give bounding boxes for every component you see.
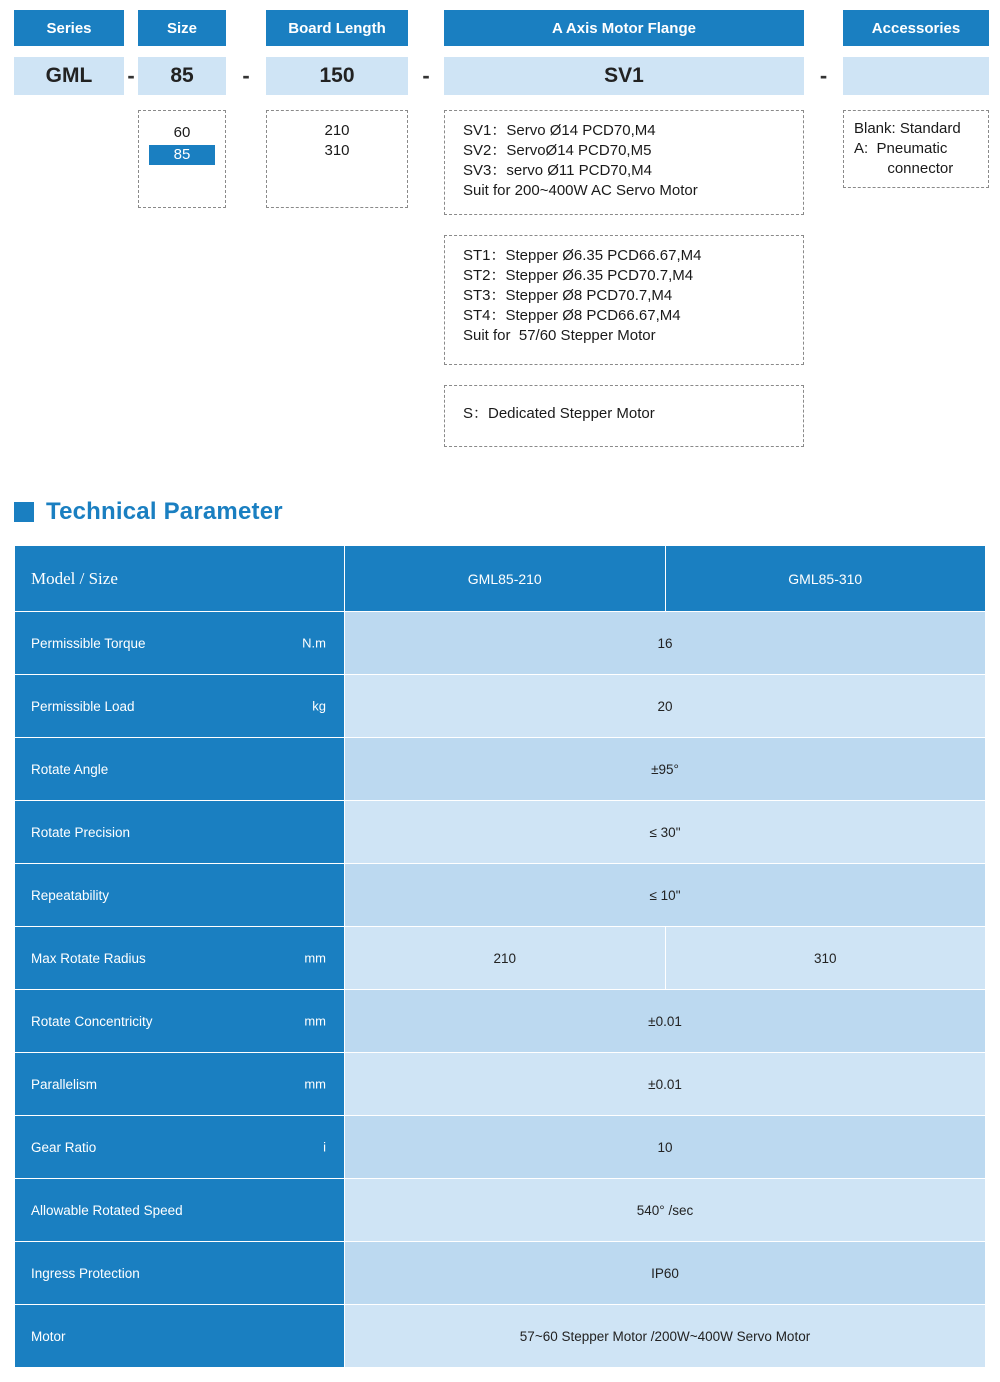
flange-stepper-line-5: Suit for 57/60 Stepper Motor — [463, 327, 656, 344]
row-unit-text: N.m — [302, 635, 326, 651]
flange-servo-line-1: SV1：Servo Ø14 PCD70,M4 — [463, 122, 656, 139]
order-separator-1: - — [127, 63, 135, 88]
row-label-text: Motor — [31, 1328, 66, 1344]
row-label-rotate-concentricity — [15, 990, 345, 1053]
row-label-text: Ingress Protection — [31, 1265, 140, 1281]
order-header-series: Series — [14, 10, 124, 46]
table-row — [15, 612, 986, 675]
row-label-text: Allowable Rotated Speed — [31, 1202, 183, 1218]
table-row — [15, 927, 986, 990]
flange-servo-line-2: SV2：ServoØ14 PCD70,M5 — [463, 142, 652, 159]
row-value-permissible-torque: 16 — [345, 612, 986, 675]
flange-stepper-line-4: ST4：Stepper Ø8 PCD66.67,M4 — [463, 307, 681, 324]
table-row — [15, 1116, 986, 1179]
row-label-allowable-rotated-speed — [15, 1179, 345, 1242]
flange-stepper-line-1: ST1：Stepper Ø6.35 PCD66.67,M4 — [463, 247, 702, 264]
board-length-option-310[interactable]: 310 — [324, 142, 350, 159]
order-header-accessories: Accessories — [843, 10, 989, 46]
row-unit-text: mm — [304, 1013, 326, 1029]
table-header-row — [15, 546, 986, 612]
table-row — [15, 801, 986, 864]
row-value-rotate-angle: ±95° — [345, 738, 986, 801]
size-option-85[interactable]: 85 — [149, 145, 215, 165]
flange-stepper-box — [444, 235, 804, 365]
table-header-col-1: GML85-210 — [345, 546, 666, 612]
row-label-permissible-torque — [15, 612, 345, 675]
order-value-flange: SV1 — [444, 57, 804, 95]
row-unit-text: mm — [304, 1076, 326, 1092]
flange-dedicated-line-1: S：Dedicated Stepper Motor — [463, 405, 655, 422]
order-separator-4: - — [819, 63, 828, 88]
row-unit-text: mm — [304, 950, 326, 966]
row-label-text: Rotate Precision — [31, 824, 131, 840]
row-value-gear-ratio: 10 — [345, 1116, 986, 1179]
row-label-rotate-angle — [15, 738, 345, 801]
flange-stepper-line-2: ST2：Stepper Ø6.35 PCD70.7,M4 — [463, 267, 694, 284]
accessories-line-2: A: Pneumatic — [854, 140, 948, 157]
row-unit-text: i — [323, 1139, 326, 1155]
row-label-text: Repeatability — [31, 887, 110, 903]
board-length-option-210[interactable]: 210 — [324, 122, 350, 139]
order-value-board-length: 150 — [266, 57, 408, 95]
accessories-options-box — [843, 110, 989, 188]
page-title: Technical Parameter — [46, 498, 283, 525]
row-value-parallelism: ±0.01 — [345, 1053, 986, 1116]
technical-parameter-heading — [14, 498, 283, 526]
row-value-ingress-protection: IP60 — [345, 1242, 986, 1305]
table-row — [15, 990, 986, 1053]
row-label-parallelism — [15, 1053, 345, 1116]
table-row — [15, 864, 986, 927]
row-label-motor — [15, 1305, 345, 1368]
size-option-60[interactable]: 60 — [173, 124, 191, 141]
order-header-board-length: Board Length — [266, 10, 408, 46]
row-label-text: Rotate Concentricity — [31, 1013, 153, 1029]
table-header-col-2: GML85-310 — [665, 546, 986, 612]
row-label-text: Max Rotate Radius — [31, 950, 146, 966]
table-row — [15, 1242, 986, 1305]
row-value-max-rotate-radius-210: 210 — [345, 927, 666, 990]
order-header-size: Size — [138, 10, 226, 46]
flange-servo-box — [444, 110, 804, 215]
table-row — [15, 1053, 986, 1116]
order-code-section — [0, 0, 1000, 470]
row-label-text: Permissible Torque — [31, 635, 146, 651]
row-label-repeatability — [15, 864, 345, 927]
table-row — [15, 738, 986, 801]
accessories-line-1: Blank: Standard — [854, 120, 961, 137]
row-value-permissible-load: 20 — [345, 675, 986, 738]
row-label-text: Rotate Angle — [31, 761, 109, 777]
table-row — [15, 1179, 986, 1242]
flange-servo-line-3: SV3：servo Ø11 PCD70,M4 — [463, 162, 652, 179]
row-label-permissible-load — [15, 675, 345, 738]
row-label-text: Parallelism — [31, 1076, 98, 1092]
flange-stepper-line-3: ST3：Stepper Ø8 PCD70.7,M4 — [463, 287, 673, 304]
order-value-accessories — [843, 57, 989, 95]
table-header-model-size — [15, 546, 345, 612]
order-value-size: 85 — [138, 57, 226, 95]
table-header-model-size-label: Model / Size — [31, 568, 118, 588]
table-row — [15, 1305, 986, 1368]
square-bullet-icon — [14, 502, 34, 522]
order-separator-2: - — [242, 63, 250, 88]
flange-servo-line-4: Suit for 200~400W AC Servo Motor — [463, 182, 698, 199]
order-value-series: GML — [14, 57, 124, 95]
row-value-rotate-concentricity: ±0.01 — [345, 990, 986, 1053]
flange-dedicated-box — [444, 385, 804, 447]
row-label-max-rotate-radius — [15, 927, 345, 990]
row-label-rotate-precision — [15, 801, 345, 864]
row-value-motor: 57~60 Stepper Motor /200W~400W Servo Motor — [345, 1305, 986, 1368]
row-label-gear-ratio — [15, 1116, 345, 1179]
row-label-ingress-protection — [15, 1242, 345, 1305]
row-unit-text: kg — [312, 698, 326, 714]
order-header-flange: A Axis Motor Flange — [444, 10, 804, 46]
row-value-repeatability: ≤ 10" — [345, 864, 986, 927]
row-label-text: Permissible Load — [31, 698, 135, 714]
accessories-line-3: connector — [854, 160, 954, 177]
row-value-allowable-rotated-speed: 540° /sec — [345, 1179, 986, 1242]
row-label-text: Gear Ratio — [31, 1139, 97, 1155]
row-value-rotate-precision: ≤ 30" — [345, 801, 986, 864]
order-separator-3: - — [422, 63, 430, 88]
table-row — [15, 675, 986, 738]
row-value-max-rotate-radius-310: 310 — [665, 927, 986, 990]
size-options-box — [138, 110, 226, 208]
technical-parameter-table — [14, 545, 986, 1368]
board-length-options-box — [266, 110, 408, 208]
